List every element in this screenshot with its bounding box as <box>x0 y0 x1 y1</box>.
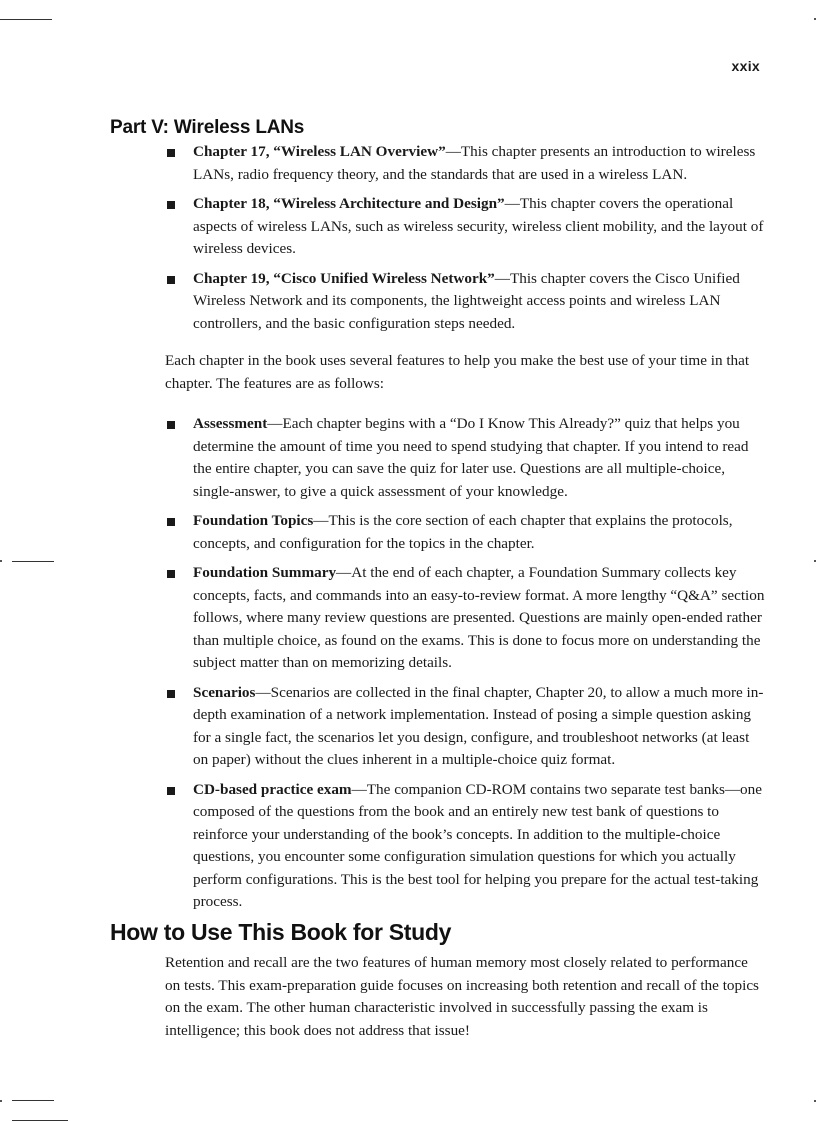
chapter-list <box>165 141 765 342</box>
list-item-title: Assessment <box>193 415 268 432</box>
list-item <box>165 682 765 772</box>
list-item-title: Chapter 19, “Cisco Unified Wireless Network” <box>193 269 495 287</box>
list-item-text: —This chapter presents an introduction to wireless LANs, radio frequency theory, and the standards that are used in a wireless LAN. <box>193 143 756 183</box>
crop-mark-mid-left <box>12 561 54 562</box>
list-item-text: —This chapter covers the Cisco Unified Wireless Network and its components, the lightweight access points and wireless LAN controllers, and the basic configuration steps needed. <box>193 269 740 332</box>
crop-mark-bottom-left-2 <box>12 1120 68 1121</box>
list-item-text: —Each chapter begins with a “Do I Know This Already?” quiz that helps you determine the amount of time you need to spend studying that chapter. If you intend to read the entire chapter, you can save the quiz for later use. Questions are all multiple-choice, single-answer, to give a quick assessment of your knowledge. <box>193 415 749 500</box>
list-item <box>165 413 765 503</box>
list-item-text: —This is the core section of each chapter that explains the protocols, concepts, and configuration for the topics in the chapter. <box>193 512 733 552</box>
list-item-title: Chapter 18, “Wireless Architecture and Design” <box>193 195 505 212</box>
list-item-title: Chapter 17, “Wireless LAN Overview” <box>193 143 446 160</box>
page-number: xxix <box>731 58 760 74</box>
features-intro-paragraph: Each chapter in the book uses several features to help you make the best use of your time in that chapter. The features are as follows: <box>165 352 750 392</box>
bullet-square-icon <box>167 276 175 284</box>
list-item-title: CD-based practice exam <box>193 780 352 798</box>
list-item <box>165 193 765 261</box>
bullet-square-icon <box>167 149 175 157</box>
list-item-text: —Scenarios are collected in the final chapter, Chapter 20, to allow a much more in-depth examination of a network implementation. Instead of posing a simple question asking for a single fact, the scenarios let you design, configure, and troubleshoot networks (at least on paper) without the clues inherent in a multiple-choice quiz format. <box>193 683 764 768</box>
list-item-text: —The companion CD-ROM contains two separate test banks—one composed of the questions from the book and an entirely new test bank of questions to reinforce your understanding of the book’s concepts. In addition to the multiple-choice questions, you encounter some configuration simulation questions for which you actually perform configurations. This is the best tool for helping you prepare for the actual test-taking process. <box>193 780 762 910</box>
list-item <box>165 779 765 914</box>
section-heading-study: How to Use This Book for Study <box>110 919 452 945</box>
list-item-title: Foundation Summary <box>193 564 337 581</box>
list-item-title: Scenarios <box>193 683 256 701</box>
crop-mark-bottom-left <box>12 1100 54 1101</box>
list-item <box>165 141 765 186</box>
margin-tick <box>0 1100 2 1102</box>
bullet-square-icon <box>167 690 175 698</box>
list-item-text: —At the end of each chapter, a Foundation Summary collects key concepts, facts, and commands into an easy-to-review format. A more lengthy “Q&A” section follows, where many review questions are presented. Questions are mainly open-ended rather than multiple choice, as found on the exams. This is done to focus more on understanding the subject matter than on memorizing details. <box>193 564 765 671</box>
bullet-square-icon <box>167 201 175 209</box>
margin-tick <box>0 560 2 562</box>
list-item <box>165 510 765 555</box>
bullet-square-icon <box>167 421 175 429</box>
study-paragraph: Retention and recall are the two features of human memory most closely related to performance on tests. This exam-preparation guide focuses on increasing both retention and recall of the topics on the exam. The other human characteristic involved in successfully passing the exam is intelligence; this book does not address that issue! <box>165 954 759 1039</box>
crop-mark-top-left <box>0 19 52 20</box>
list-item-text: —This chapter covers the operational aspects of wireless LANs, such as wireless security, wireless client mobility, and the layout of wireless devices. <box>193 195 764 257</box>
list-item-title: Foundation Topics <box>193 512 314 529</box>
section-heading-part-v: Part V: Wireless LANs <box>110 117 305 138</box>
feature-list <box>165 413 765 921</box>
bullet-square-icon <box>167 787 175 795</box>
list-item <box>165 268 765 336</box>
list-item <box>165 562 765 675</box>
bullet-square-icon <box>167 518 175 526</box>
bullet-square-icon <box>167 570 175 578</box>
